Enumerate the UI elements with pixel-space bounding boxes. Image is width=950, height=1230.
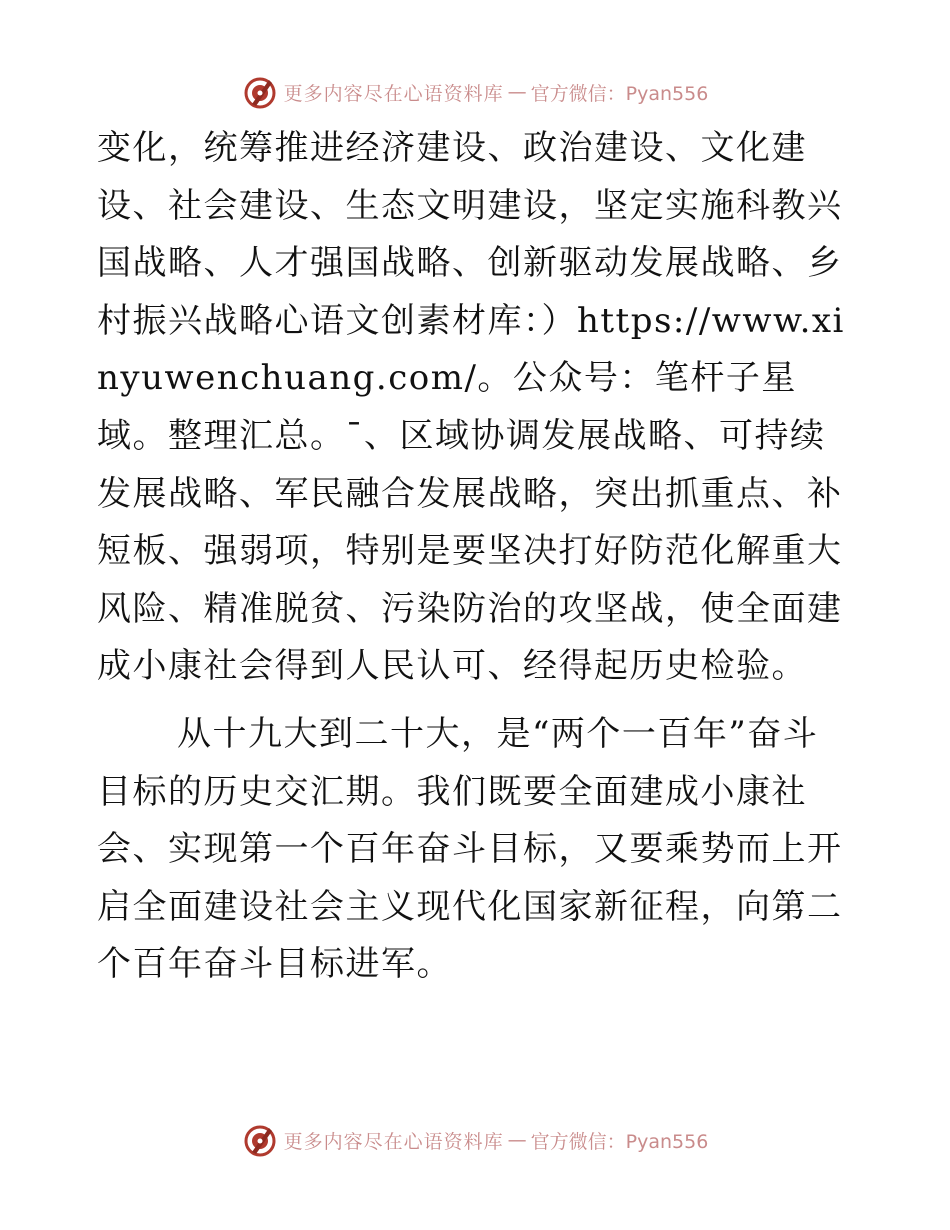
footer-contact: 官方微信：Pyan556	[530, 1130, 709, 1153]
footer-separator: —	[507, 1129, 527, 1151]
pen-nib-seal-icon	[242, 1122, 278, 1158]
document-body	[97, 120, 853, 994]
paragraph-1: 变化，统筹推进经济建设、政治建设、文化建设、社会建设、生态文明建设，坚定实施科教兴国战略、人才强国战略、创新驱动发展战略、乡村振兴战略心语文创素材库：）https://www.xinyuwenchuang.com/。公众号：笔杆子星域。整理汇总。¯、区域协调发展战略、可持续发展战略、军民融合发展战略，突出抓重点、补短板、强弱项，特别是要坚决打好防范化解重大风险、精准脱贫、污染防治的攻坚战，使全面建成小康社会得到人民认可、经得起历史检验。	[97, 128, 845, 687]
header-contact: 官方微信：Pyan556	[530, 82, 709, 105]
footer-slogan: 更多内容尽在心语资料库	[283, 1130, 504, 1153]
paragraph-2: 从十九大到二十大，是“两个一百年”奋斗目标的历史交汇期。我们既要全面建成小康社会、实现第一个百年奋斗目标，又要乘势而上开启全面建设社会主义现代化国家新征程，向第二个百年奋斗目标进军。	[97, 713, 843, 985]
header-banner	[0, 72, 950, 112]
pen-nib-seal-icon	[242, 74, 278, 110]
header-separator: —	[507, 81, 527, 103]
header-slogan: 更多内容尽在心语资料库	[283, 82, 504, 105]
footer-banner	[0, 1120, 950, 1160]
